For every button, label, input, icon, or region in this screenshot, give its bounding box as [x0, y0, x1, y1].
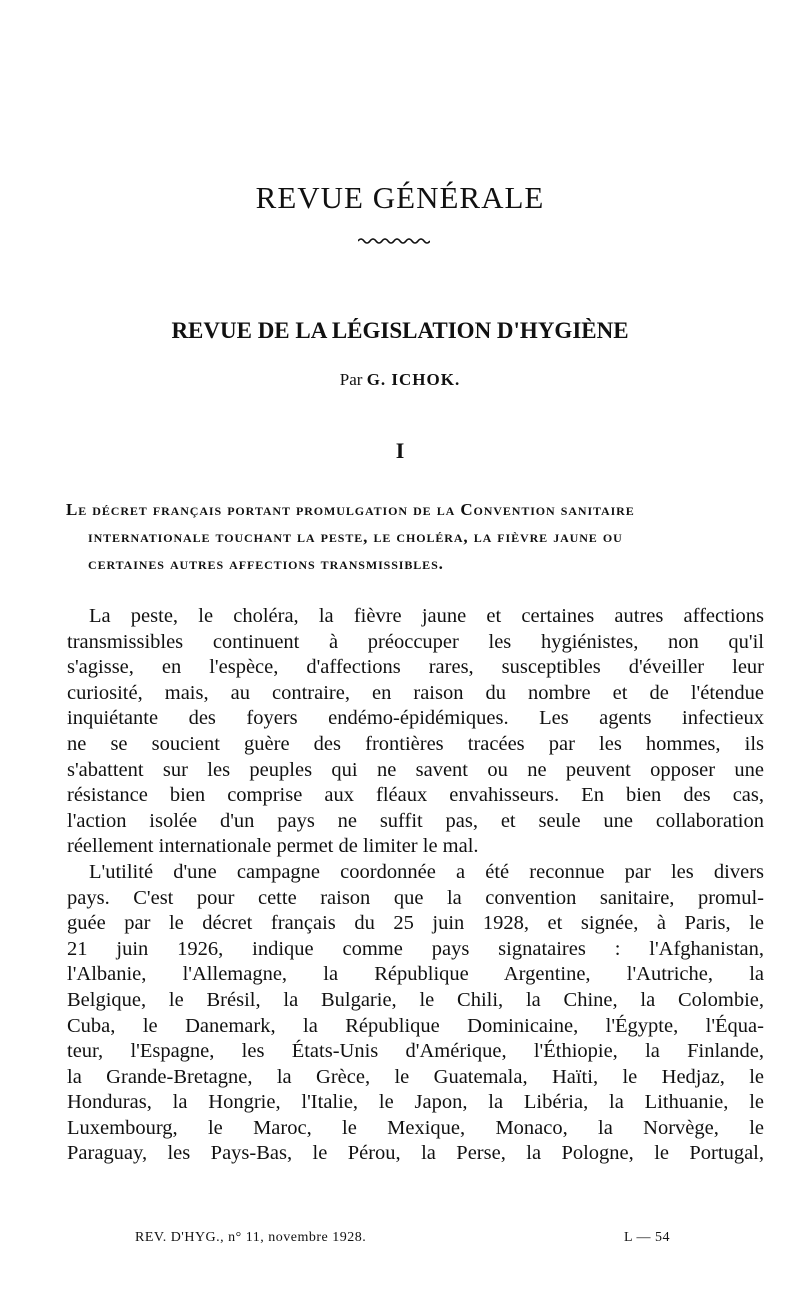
journal-reference: REV. D'HYG., n° 11, novembre 1928.: [135, 1230, 367, 1245]
paragraph-1: [67, 604, 764, 860]
text-line: s'agisse, en l'espèce, d'affections rares, susceptibles d'éveiller leur: [67, 656, 764, 679]
text-line: la Grande-Bretagne, la Grèce, le Guatemala, Haïti, le Hedjaz, le: [67, 1065, 764, 1088]
article-body: [67, 604, 764, 1167]
section-title: REVUE GÉNÉRALE: [255, 180, 545, 215]
text-line: L'utilité d'une campagne coordonnée a été reconnue par les divers: [89, 860, 764, 883]
text-line: teur, l'Espagne, les États-Unis d'Amérique, l'Éthiopie, la Finlande,: [67, 1040, 764, 1063]
text-line: pays. C'est pour cette raison que la convention sanitaire, promul-: [67, 886, 764, 909]
text-line: 21 juin 1926, indique comme pays signataires : l'Afghanistan,: [67, 937, 764, 960]
heading-line: internationale touchant la peste, le choléra, la fièvre jaune ou: [88, 527, 623, 546]
text-line: guée par le décret français du 25 juin 1928, et signée, à Paris, le: [67, 912, 764, 935]
paragraph-2: [67, 860, 764, 1167]
text-line: La peste, le choléra, la fièvre jaune et certaines autres affections: [89, 605, 764, 627]
part-number: I: [395, 438, 405, 463]
text-line: Cuba, le Danemark, la République Dominicaine, l'Égypte, l'Équa-: [67, 1014, 764, 1037]
text-line: Honduras, la Hongrie, l'Italie, le Japon, la Libéria, la Lithuanie, le: [67, 1091, 764, 1114]
text-line: Luxembourg, le Maroc, le Mexique, Monaco, la Norvège, le: [67, 1116, 764, 1139]
author-name: G. ICHOK.: [366, 370, 461, 389]
text-line: réellement internationale permet de limiter le mal.: [67, 835, 479, 858]
text-line: Paraguay, les Pays-Bas, le Pérou, la Perse, la Pologne, le Portugal,: [67, 1142, 764, 1165]
wavy-ornament: [358, 236, 430, 246]
text-line: Belgique, le Brésil, la Bulgarie, le Chili, la Chine, la Colombie,: [67, 988, 764, 1011]
text-line: résistance bien comprise aux fléaux envahisseurs. En bien des cas,: [67, 784, 764, 807]
page-footer: [135, 1230, 670, 1250]
text-line: curiosité, mais, au contraire, en raison du nombre et de l'étendue: [67, 681, 764, 704]
text-line: l'Albanie, l'Allemagne, la République Argentine, l'Autriche, la: [67, 963, 764, 986]
text-line: s'abattent sur les peuples qui ne savent ou ne peuvent opposer une: [67, 758, 764, 781]
heading-line: Le décret français portant promulgation de la Convention sanitaire: [66, 500, 635, 519]
section-heading: [66, 496, 766, 577]
text-line: ne se soucient guère des frontières tracées par les hommes, ils: [67, 732, 764, 755]
heading-line: certaines autres affections transmissibles.: [88, 554, 444, 573]
text-line: l'action isolée d'un pays ne suffit pas, et seule une collaboration: [67, 809, 764, 832]
text-line: transmissibles continuent à préoccuper les hygiénistes, non qu'il: [67, 630, 764, 653]
text-line: inquiétante des foyers endémo-épidémiques. Les agents infectieux: [67, 707, 764, 730]
article-title: REVUE DE LA LÉGISLATION D'HYGIÈNE: [171, 318, 629, 343]
byline-prefix: Par: [339, 370, 363, 389]
signature-mark: L — 54: [623, 1230, 670, 1245]
byline: [0, 370, 800, 390]
